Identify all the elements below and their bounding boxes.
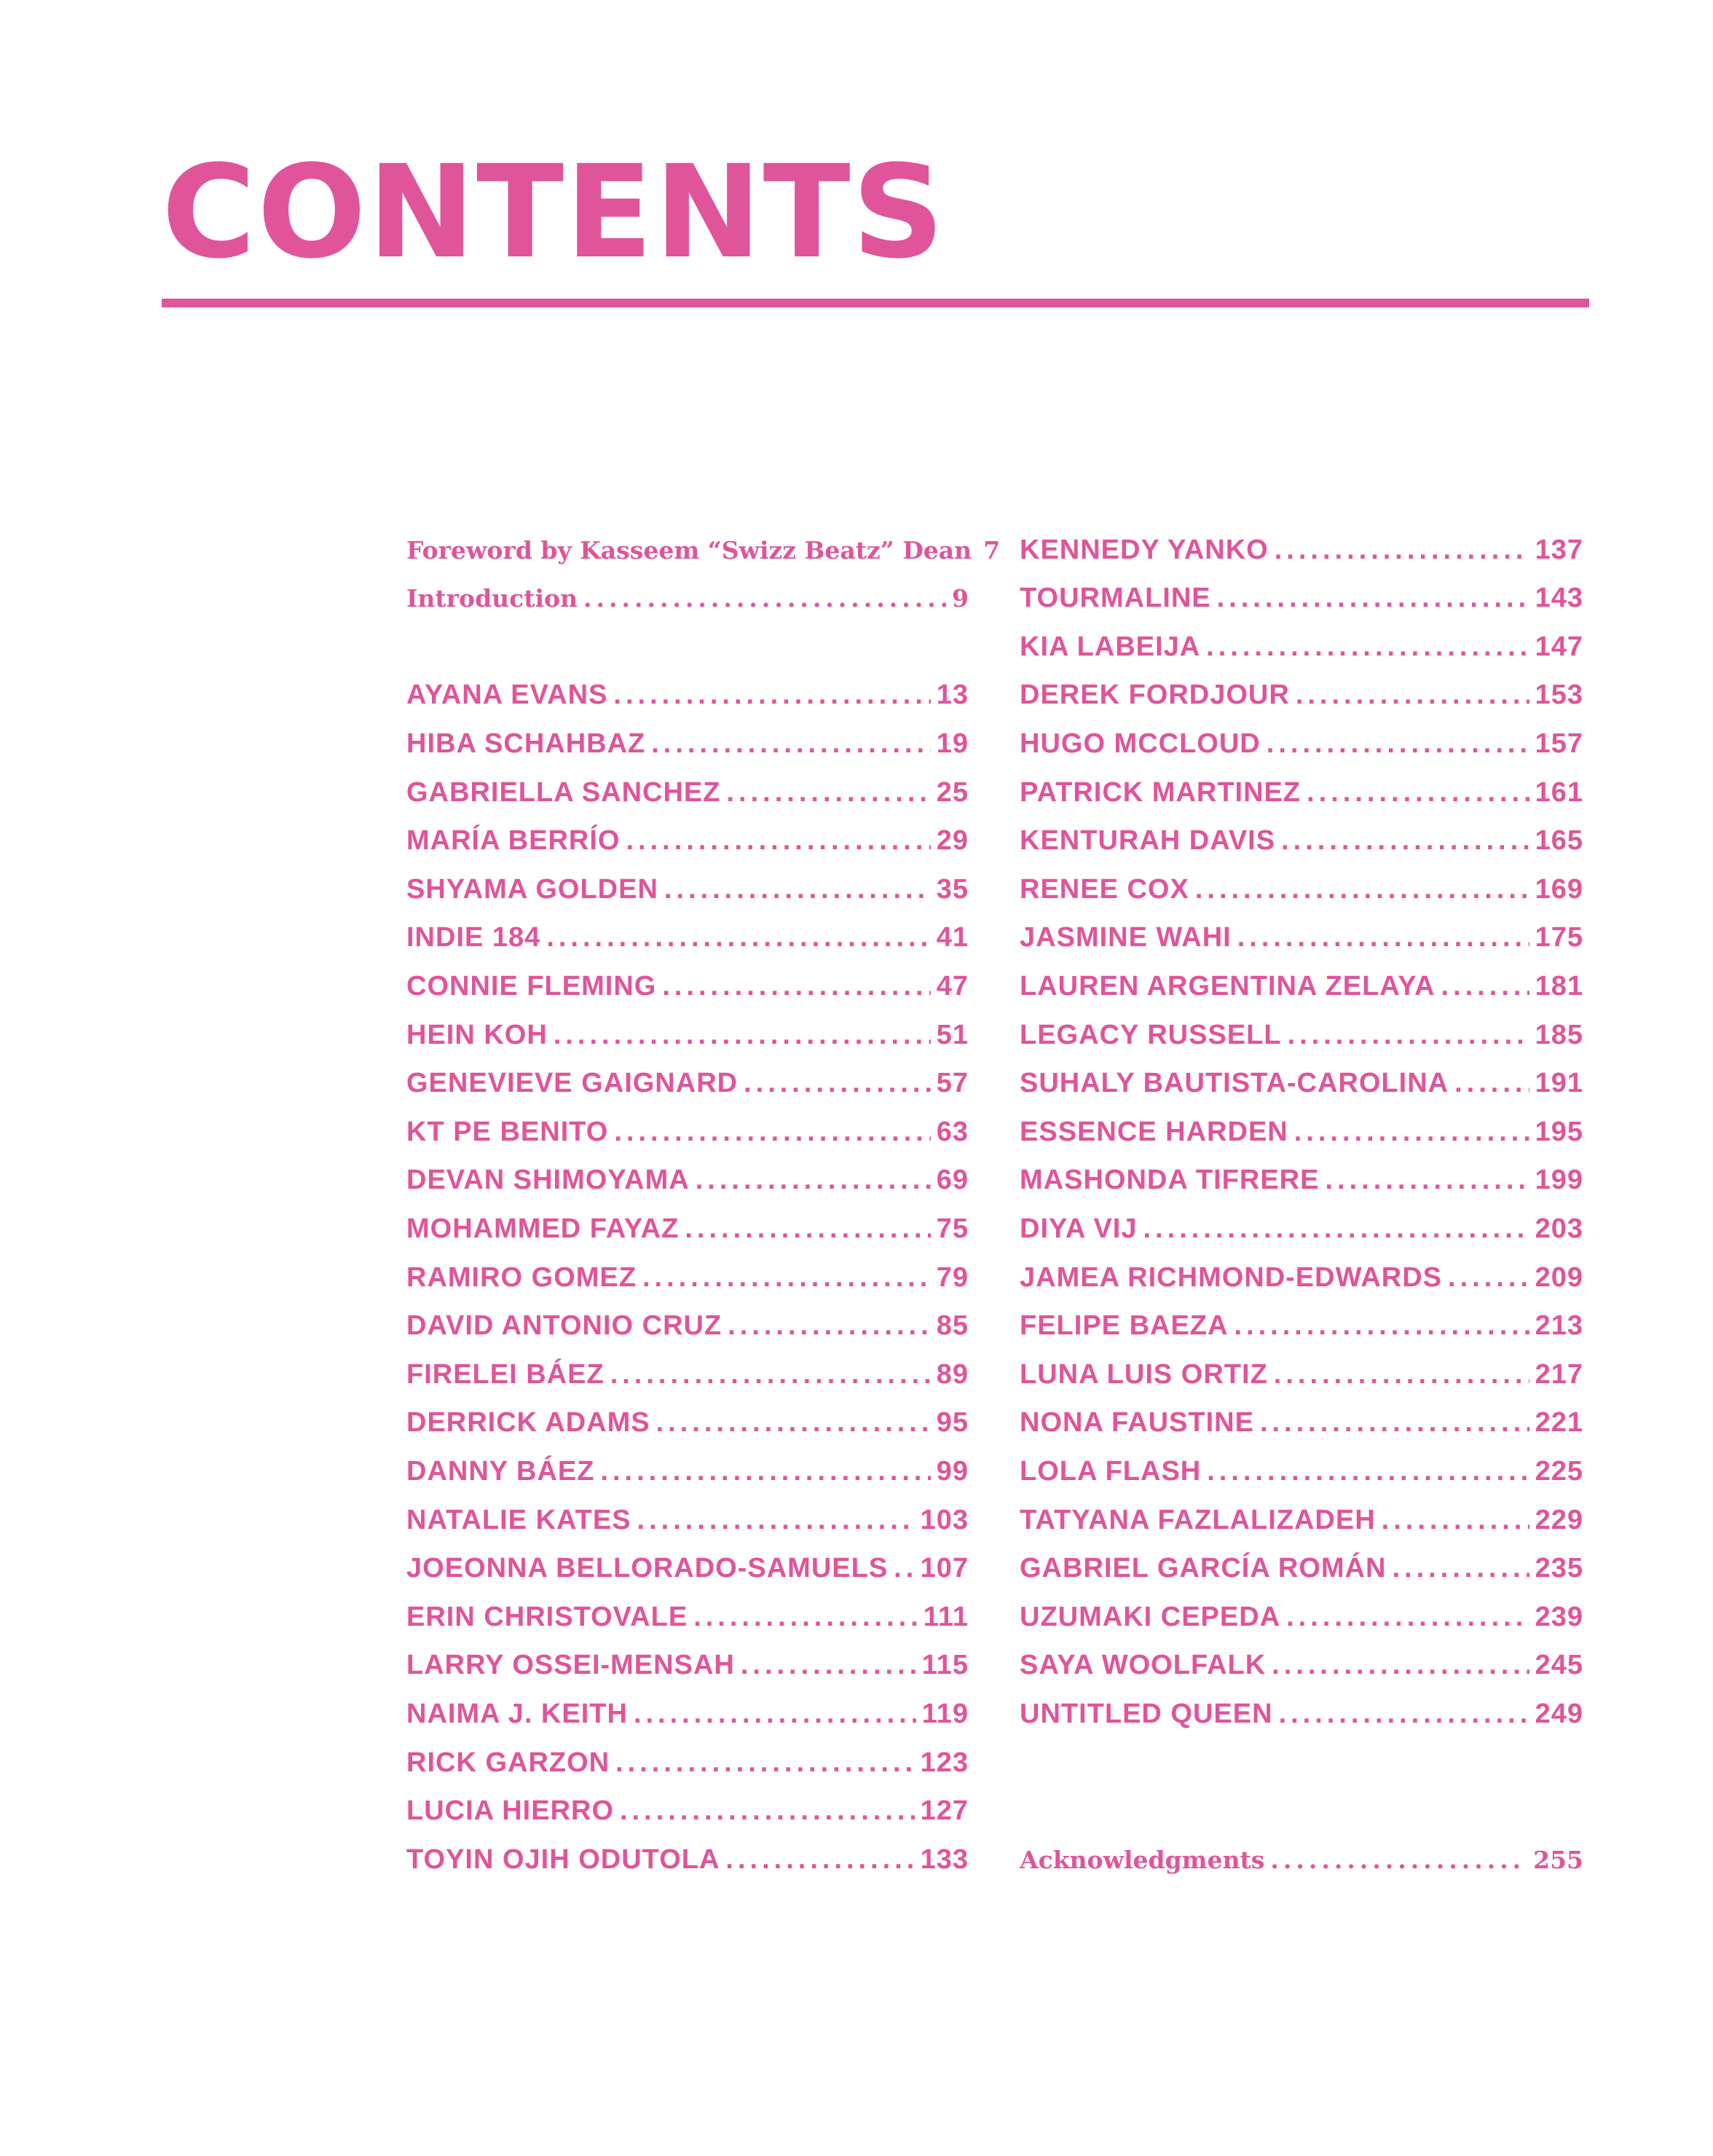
toc-entry[interactable] [406,1787,969,1836]
toc-entry-page: 191 [1535,1068,1583,1099]
toc-entry-page: 245 [1535,1650,1583,1681]
dot-leader [1454,1068,1529,1099]
toc-entry-title: TOYIN OJIH ODUTOLA [406,1844,720,1875]
toc-entry-page: 127 [920,1795,969,1827]
dot-leader [1275,535,1529,566]
dot-leader [1441,971,1529,1002]
toc-entry-title: DEREK FORDJOUR [1020,680,1290,711]
toc-entry-page: 99 [936,1455,969,1487]
toc-entry-page: 203 [1535,1213,1583,1244]
toc-entry-page: 181 [1535,970,1583,1002]
dot-leader [1448,1262,1529,1294]
toc-entry[interactable] [1020,1060,1583,1108]
page-title: CONTENTS [162,138,946,287]
toc-entry-page: 147 [1535,631,1583,662]
toc-entry-title: NATALIE KATES [406,1504,631,1535]
toc-entry-page: 249 [1535,1698,1583,1729]
toc-entry-page: 225 [1535,1455,1583,1487]
toc-entry-title: SAYA WOOLFALK [1020,1650,1267,1681]
toc-entry[interactable] [406,575,969,623]
toc-entry-page: 165 [1535,825,1583,857]
dot-leader [1260,1407,1529,1439]
toc-entry-page: 85 [936,1310,969,1342]
toc-entry-title: LAUREN ARGENTINA ZELAYA [1020,970,1436,1002]
toc-entry-page: 229 [1535,1504,1583,1535]
toc-entry-title: DIYA VIJ [1020,1213,1138,1244]
toc-entry[interactable] [1020,1690,1583,1738]
toc-entry-page: 213 [1535,1310,1583,1342]
dot-leader [615,1747,914,1779]
toc-entry[interactable] [406,1690,969,1738]
toc-entry[interactable] [1020,1545,1583,1593]
toc-entry-title: AYANA EVANS [406,680,608,711]
toc-entry-page: 63 [936,1116,969,1147]
toc-entry-title: NONA FAUSTINE [1020,1407,1254,1439]
toc-entry[interactable] [1020,962,1583,1010]
toc-entry-page: 7 [983,535,1001,564]
toc-entry-page: 235 [1535,1553,1583,1584]
dot-leader [1279,1699,1529,1730]
toc-entry-title: HIBA SCHAHBAZ [406,728,646,759]
toc-entry-title: GENEVIEVE GAIGNARD [406,1068,739,1099]
toc-entry-title: SUHALY BAUTISTA-CAROLINA [1020,1068,1449,1099]
toc-entry[interactable] [406,1496,969,1544]
toc-entry-page: 95 [936,1407,969,1439]
toc-entry-page: 209 [1535,1262,1583,1293]
toc-entry-title: Acknowledgments [1020,1845,1265,1874]
title-divider [162,299,1589,307]
dot-leader [728,1310,931,1342]
toc-entry-title: DEVAN SHIMOYAMA [406,1165,690,1196]
toc-entry-page: 115 [921,1650,969,1681]
dot-leader [1267,728,1529,760]
toc-entry-title: GABRIELLA SANCHEZ [406,776,721,808]
toc-entry[interactable] [406,1739,969,1787]
dot-leader [693,1602,918,1633]
toc-entry-page: 107 [920,1553,969,1584]
toc-entry-title: FELIPE BAEZA [1020,1310,1229,1342]
toc-entry[interactable] [406,865,969,913]
dot-leader [1217,583,1529,614]
dot-leader [613,680,930,711]
toc-entry-page: 25 [936,776,969,808]
toc-entry-title: MASHONDA TIFRERE [1020,1165,1320,1196]
toc-entry-title: RICK GARZON [406,1747,610,1778]
toc-entry-page: 239 [1535,1601,1583,1632]
toc-entry[interactable] [1020,1593,1583,1641]
toc-entry[interactable] [406,1545,969,1593]
toc-entry-title: SHYAMA GOLDEN [406,873,658,905]
toc-entry-title: LUNA LUIS ORTIZ [1020,1358,1268,1390]
dot-leader [614,1117,930,1148]
toc-entry-page: 133 [920,1844,969,1875]
toc-entry[interactable] [406,1011,969,1059]
toc-entry-page: 47 [936,970,969,1002]
toc-entry[interactable] [1020,1399,1583,1447]
toc-entry-title: UNTITLED QUEEN [1020,1698,1273,1729]
dot-leader [634,1699,916,1730]
toc-entry-title: DERRICK ADAMS [406,1407,650,1439]
dot-leader [1307,777,1529,808]
toc-entry-page: 57 [936,1068,969,1099]
toc-entry[interactable] [1020,1302,1583,1350]
toc-entry[interactable] [406,817,969,865]
dot-leader [1206,632,1529,663]
dot-leader [1272,1650,1529,1681]
toc-entry-title: DAVID ANTONIO CRUZ [406,1310,722,1342]
toc-entry-page: 35 [936,873,969,905]
dot-leader [725,1844,914,1876]
dot-leader [741,1650,916,1681]
dot-leader [554,1020,931,1051]
toc-entry-title: CONNIE FLEMING [406,970,657,1002]
toc-entry-title: MARÍA BERRÍO [406,825,621,857]
toc-entry[interactable] [1020,1496,1583,1544]
dot-leader [1143,1213,1529,1245]
toc-entry-page: 153 [1535,680,1583,711]
toc-entry-page: 195 [1535,1116,1583,1147]
toc-entry[interactable] [1020,1642,1583,1690]
toc-entry-title: DANNY BÁEZ [406,1455,595,1487]
toc-entry-title: INDIE 184 [406,922,541,953]
toc-entry-title: TOURMALINE [1020,583,1211,614]
toc-entry[interactable] [1020,1350,1583,1398]
toc-entry-page: 169 [1535,873,1583,905]
toc-entry-page: 255 [1533,1845,1583,1874]
dot-leader [1274,1359,1529,1390]
toc-entry[interactable] [1020,914,1583,962]
toc-entry[interactable] [1020,1108,1583,1156]
toc-entry-page: 175 [1535,922,1583,953]
dot-leader [662,971,930,1002]
dot-leader [726,777,930,808]
toc-entry-title: RAMIRO GOMEZ [406,1262,637,1293]
toc-entry-title: MOHAMMED FAYAZ [406,1213,680,1244]
toc-entry-page: 19 [936,728,969,759]
toc-entry[interactable] [1020,672,1583,720]
toc-entry[interactable] [406,1642,969,1690]
toc-entry-title: LUCIA HIERRO [406,1795,615,1827]
toc-entry-title: KENNEDY YANKO [1020,534,1269,565]
dot-leader [1288,1020,1529,1051]
dot-leader [1207,1456,1529,1487]
toc-entry-page: 69 [936,1165,969,1196]
dot-leader [744,1068,931,1099]
dot-leader [610,1359,931,1390]
toc-entry-title: KENTURAH DAVIS [1020,825,1276,857]
toc-entry[interactable] [406,526,1001,574]
dot-leader [696,1165,931,1196]
toc-entry[interactable] [406,1060,969,1108]
toc-entry-page: 143 [1535,583,1583,614]
toc-entry[interactable] [406,1254,969,1302]
toc-entry-title: JAMEA RICHMOND-EDWARDS [1020,1262,1443,1293]
toc-entry-title: FIRELEI BÁEZ [406,1358,605,1390]
toc-entry-title: TATYANA FAZLALIZADEH [1020,1504,1376,1535]
dot-leader [1294,1117,1529,1148]
toc-entry-title: JASMINE WAHI [1020,922,1232,953]
dot-leader [894,1553,914,1584]
toc-entry-page: 13 [936,680,969,711]
dot-leader [1382,1505,1529,1536]
toc-entry-page: 221 [1535,1407,1583,1439]
toc-entry-title: LOLA FLASH [1020,1455,1202,1487]
toc-entry[interactable] [406,962,969,1010]
dot-leader [1237,922,1529,953]
toc-entry-page: 217 [1535,1358,1583,1390]
dot-leader [642,1262,931,1294]
dot-leader [664,874,931,905]
dot-leader [637,1505,915,1536]
toc-entry-page: 185 [1535,1019,1583,1050]
dot-leader [656,1407,931,1439]
toc-entry-page: 103 [920,1504,969,1535]
toc-entry[interactable] [406,768,969,817]
toc-entry-title: UZUMAKI CEPEDA [1020,1601,1281,1632]
toc-entry-title: KIA LABEIJA [1020,631,1201,662]
toc-entry[interactable] [1020,1205,1583,1253]
toc-entry-title: PATRICK MARTINEZ [1020,776,1302,808]
dot-leader [1325,1165,1529,1196]
toc-entry-page: 157 [1535,728,1583,759]
toc-entry-page: 75 [936,1213,969,1244]
toc-entry-title: KT PE BENITO [406,1116,609,1147]
toc-entry-title: HUGO MCCLOUD [1020,728,1261,759]
toc-entry-page: 137 [1535,534,1583,565]
dot-leader [546,922,930,953]
toc-entry-page: 79 [936,1262,969,1293]
toc-entry[interactable] [406,1302,969,1350]
toc-entry-title: LARRY OSSEI-MENSAH [406,1650,735,1681]
toc-entry-page: 199 [1535,1165,1583,1196]
toc-entry[interactable] [406,914,969,962]
toc-entry[interactable] [1020,526,1583,574]
toc-entry[interactable] [1020,1157,1583,1205]
dot-leader [1296,680,1529,711]
dot-leader [1234,1310,1529,1342]
dot-leader [1286,1602,1529,1633]
toc-entry[interactable] [1020,1836,1583,1884]
toc-entry[interactable] [1020,865,1583,913]
toc-entry-title: HEIN KOH [406,1019,548,1050]
toc-entry[interactable] [1020,623,1583,671]
toc-entry-page: 51 [936,1019,969,1050]
toc-entry-title: ESSENCE HARDEN [1020,1116,1288,1147]
toc-entry-page: 89 [936,1358,969,1390]
toc-entry[interactable] [1020,768,1583,817]
toc-entry[interactable] [406,1593,969,1641]
toc-entry-title: GABRIEL GARCÍA ROMÁN [1020,1553,1387,1584]
toc-entry[interactable] [1020,1447,1583,1495]
toc-entry[interactable] [406,1157,969,1205]
toc-entry-page: 29 [936,825,969,857]
dot-leader [620,1795,915,1827]
toc-entry[interactable] [1020,1254,1583,1302]
dot-leader [1281,825,1529,857]
toc-entry[interactable] [1020,720,1583,768]
toc-entry-page: 111 [923,1601,969,1632]
dot-leader [1195,874,1529,905]
toc-entry[interactable] [1020,575,1583,623]
dot-leader [626,825,930,857]
toc-entry-title: NAIMA J. KEITH [406,1698,628,1729]
dot-leader [685,1213,930,1245]
toc-entry-title: RENEE COX [1020,873,1189,905]
toc-entry[interactable] [406,1350,969,1398]
toc-entry-title: Foreword by Kasseem “Swizz Beatz” Dean [406,535,972,564]
toc-entry-title: Introduction [406,584,578,613]
dot-leader [1270,1846,1527,1874]
toc-entry-title: JOEONNA BELLORADO-SAMUELS [406,1553,889,1584]
dot-leader [583,584,946,613]
toc-entry[interactable] [406,1836,969,1884]
toc-entry[interactable] [406,672,969,720]
toc-entry-title: LEGACY RUSSELL [1020,1019,1282,1050]
toc-entry-page: 9 [952,584,969,613]
toc-entry[interactable] [406,1399,969,1447]
toc-entry-title: ERIN CHRISTOVALE [406,1601,688,1632]
toc-entry[interactable] [1020,817,1583,865]
dot-leader [600,1456,930,1487]
toc-entry-page: 41 [936,922,969,953]
toc-entry-page: 161 [1535,776,1583,808]
toc-entry-page: 123 [920,1747,969,1778]
toc-entry-page: 119 [921,1698,969,1729]
toc-entry[interactable] [406,1108,969,1156]
toc-entry[interactable] [406,720,969,768]
dot-leader [1392,1553,1529,1584]
toc-entry[interactable] [406,1447,969,1495]
dot-leader [651,728,930,760]
toc-entry[interactable] [1020,1011,1583,1059]
toc-entry[interactable] [406,1205,969,1253]
